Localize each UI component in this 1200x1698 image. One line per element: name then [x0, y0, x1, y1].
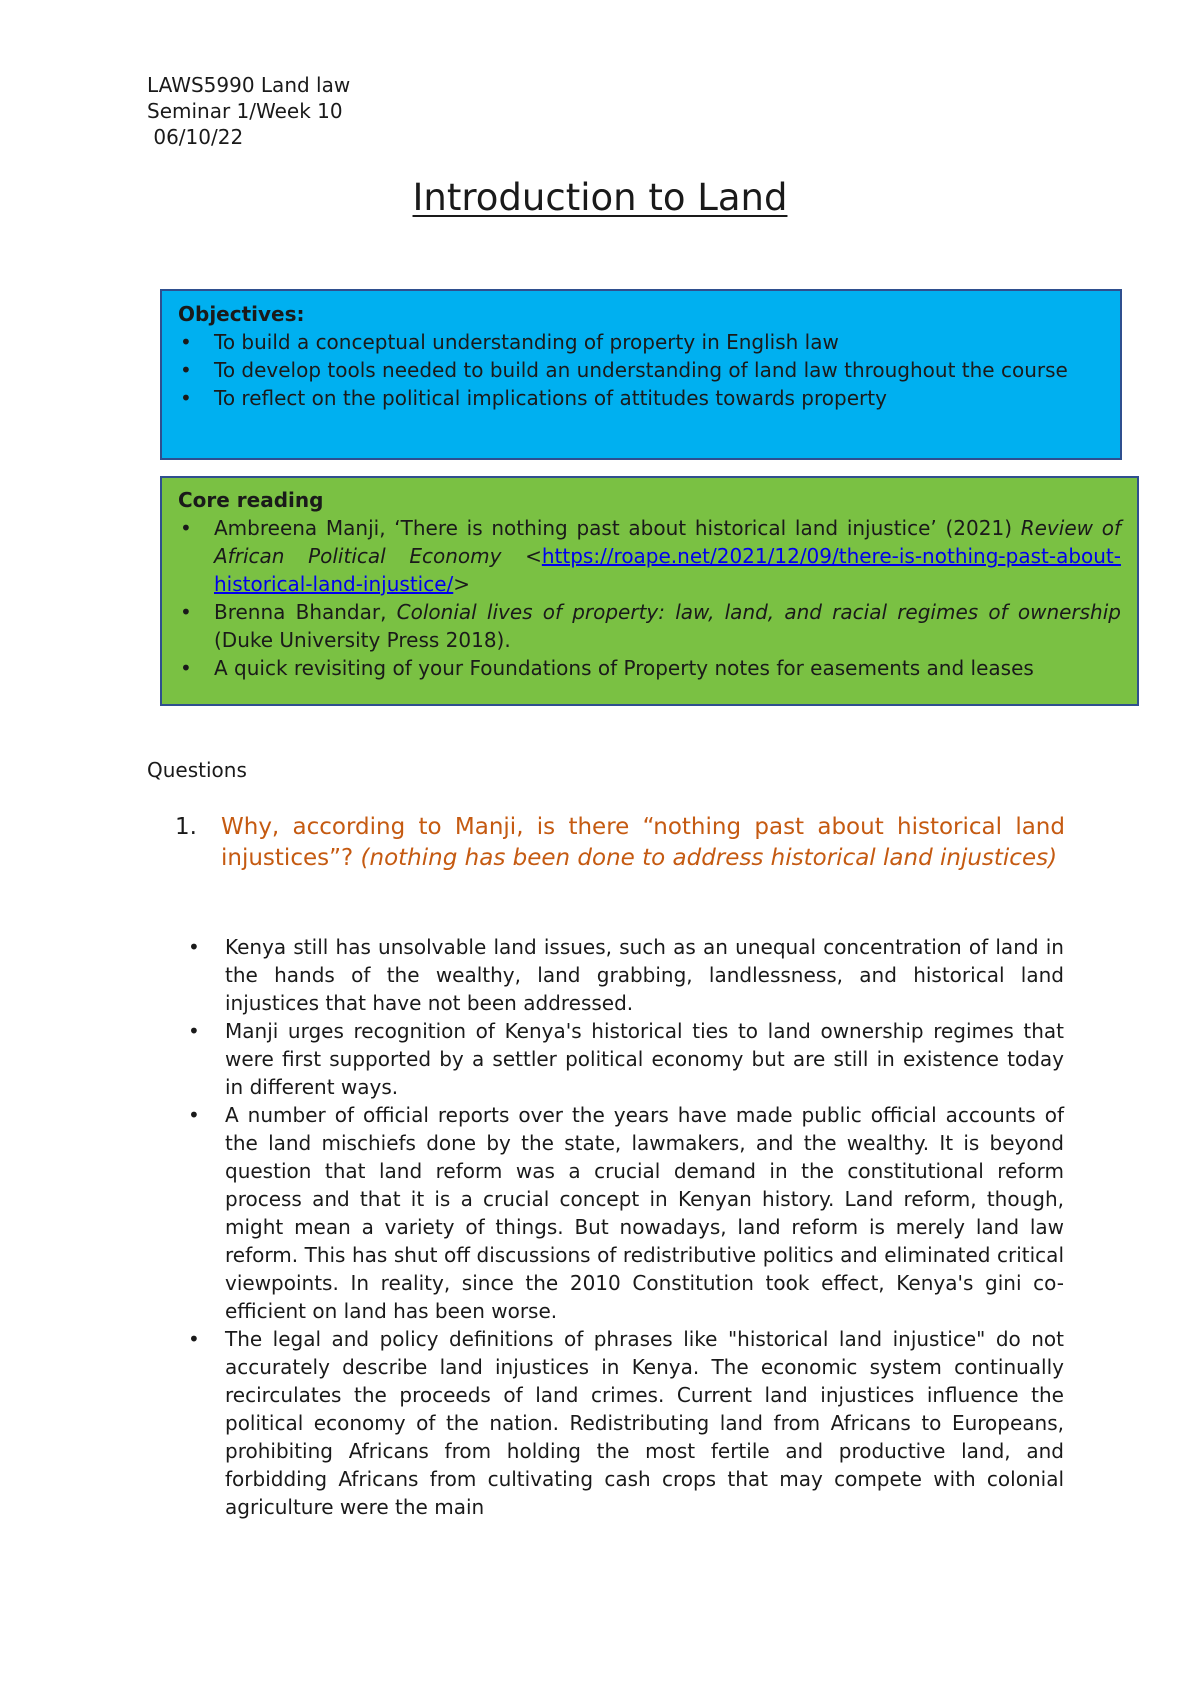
objective-text: To build a conceptual understanding of property in English law: [214, 330, 839, 354]
article-link[interactable]: https://roape.net/2021/12/09/there-is-nothing-past-about-historical-land-injustice/: [214, 544, 1121, 596]
list-item: [188, 933, 1064, 1017]
question-text-block: [221, 812, 1065, 874]
answer-text: The legal and policy definitions of phrases like "historical land injustice" do not accurately describe land injustices in Kenya. The economic system continually recirculates the proceeds of land crimes. Current land injustices influence the political economy of the nation. Redistributing land from Africans to Europeans, prohibiting Africans from holding the most fertile and productive land, and forbidding Africans from cultivating cash crops that may compete with colonial agriculture were the main: [225, 1327, 1064, 1519]
reading-tail: (Duke University Press 2018).: [214, 628, 511, 652]
page-title: Introduction to Land: [412, 176, 788, 219]
objective-text: To reflect on the political implications of attitudes towards property: [214, 386, 887, 410]
objectives-list: [178, 328, 1104, 412]
list-item: [178, 384, 1104, 412]
objectives-heading: Objectives:: [178, 302, 305, 326]
answer-text: Manji urges recognition of Kenya's historical ties to land ownership regimes that were first supported by a settler political economy but are still in existence today in different ways.: [225, 1019, 1064, 1099]
list-item: [188, 1325, 1064, 1521]
questions-label: Questions: [147, 758, 247, 782]
list-item: [188, 1017, 1064, 1101]
core-reading-box: [160, 476, 1139, 706]
question-1: [175, 812, 1065, 874]
reading-lead: Brenna Bhandar,: [214, 600, 397, 624]
bullet-icon: •: [180, 358, 192, 382]
question-number: 1.: [175, 814, 197, 840]
answer-list: [188, 933, 1064, 1521]
bullet-icon: •: [180, 516, 192, 540]
answer-text: A number of official reports over the years have made public official accounts of the land mischiefs done by the state, lawmakers, and the wealthy. It is beyond question that land reform was a crucial demand in the constitutional reform process and that it is a crucial concept in Kenyan history. Land reform, though, might mean a variety of things. But nowadays, land reform is merely land law reform. This has shut off discussions of redistributive politics and eliminated critical viewpoints. In reality, since the 2010 Constitution took effect, Kenya's gini co-efficient on land has been worse.: [225, 1103, 1064, 1323]
reading-close: >: [453, 572, 471, 596]
bullet-icon: •: [180, 600, 192, 624]
list-item: [178, 514, 1121, 598]
bullet-icon: •: [188, 1103, 200, 1127]
list-item: [188, 1101, 1064, 1325]
objective-text: To develop tools needed to build an understanding of land law throughout the course: [214, 358, 1068, 382]
list-item: [178, 598, 1121, 654]
core-reading-heading: Core reading: [178, 488, 324, 512]
seminar-week: Seminar 1/Week 10: [147, 99, 343, 123]
reading-lead: Ambreena Manji, ‘There is nothing past about historical land injustice’ (2021): [214, 516, 1021, 540]
bullet-icon: •: [188, 935, 200, 959]
question-text: Why, according to Manji, is there “nothing past about historical land injustices”?: [221, 814, 1065, 871]
book-title: Colonial lives of property: law, land, and racial regimes of ownership: [396, 600, 1121, 624]
core-reading-list: [178, 514, 1121, 682]
list-item: [178, 356, 1104, 384]
course-code: LAWS5990 Land law: [147, 73, 351, 97]
seminar-date: 06/10/22: [147, 125, 244, 149]
journal-title: Review of African Political Economy: [214, 516, 1121, 568]
bullet-icon: •: [180, 386, 192, 410]
bullet-icon: •: [180, 330, 192, 354]
bullet-icon: •: [180, 656, 192, 680]
objectives-box: [160, 289, 1122, 460]
list-item: [178, 328, 1104, 356]
bullet-icon: •: [188, 1019, 200, 1043]
reading-open: <: [501, 544, 542, 568]
reading-text: A quick revisiting of your Foundations of Property notes for easements and leases: [214, 656, 1034, 680]
document-header: [147, 72, 350, 150]
list-item: [178, 654, 1121, 682]
question-answer-note: (nothing has been done to address historical land injustices): [360, 845, 1058, 871]
bullet-icon: •: [188, 1327, 200, 1351]
answer-text: Kenya still has unsolvable land issues, such as an unequal concentration of land in the hands of the wealthy, land grabbing, landlessness, and historical land injustices that have not been addressed.: [225, 935, 1064, 1015]
